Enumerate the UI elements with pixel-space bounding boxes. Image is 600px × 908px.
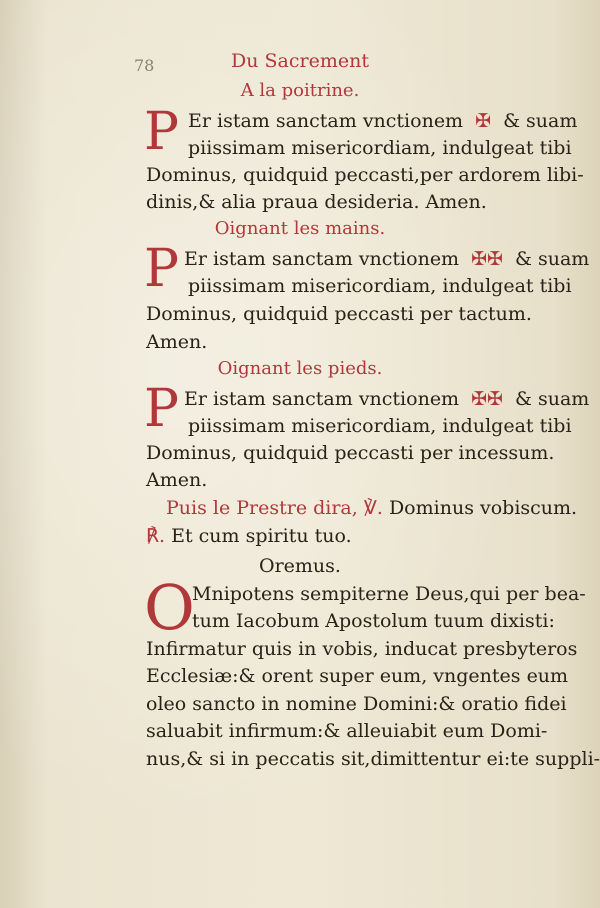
text-fragment: Er istam sanctam vnctionem	[184, 388, 460, 410]
text-fragment: & suam	[515, 388, 590, 410]
text-line: oleo sancto in nomine Domini:& oratio fidei	[146, 693, 567, 715]
oremus-heading: Oremus.	[259, 555, 341, 577]
text-line: dinis,& alia praua desideria. Amen.	[146, 191, 487, 213]
response-text: Et cum spiritu tuo.	[171, 525, 352, 547]
response-icon: ℟.	[146, 525, 166, 547]
text-fragment: Er istam sanctam vnctionem	[188, 110, 464, 132]
text-line	[188, 110, 577, 132]
section-title-hands: Oignant les mains.	[214, 218, 386, 239]
text-line: piissimam misericordiam, indulgeat tibi	[188, 137, 572, 159]
text-line: Dominus, quidquid peccasti per incessum.	[146, 442, 555, 464]
text-line	[184, 248, 589, 270]
text-fragment: Er istam sanctam vnctionem	[184, 248, 460, 270]
text-line: Amen.	[146, 331, 208, 353]
text-line	[184, 388, 589, 410]
cross-icon: ✠	[475, 110, 492, 132]
text-line: nus,& si in peccatis sit,dimittentur ei:te suppli-	[146, 748, 600, 770]
text-line: Amen.	[146, 469, 208, 491]
text-fragment: & suam	[503, 110, 578, 132]
text-line: piissimam misericordiam, indulgeat tibi	[188, 415, 572, 437]
text-line: saluabit infirmum:& alleuiabit eum Domi-	[146, 720, 548, 742]
drop-cap-p-1: P	[144, 102, 179, 162]
text-line: Dominus, quidquid peccasti per tactum.	[146, 303, 532, 325]
section-title-breast: A la poitrine.	[240, 80, 360, 101]
page-number: 78	[134, 56, 155, 75]
rubric-text: Puis le Prestre dira,	[166, 497, 358, 519]
versicle-text: Dominus vobiscum.	[388, 497, 578, 519]
text-line: Infirmatur quis in vobis, inducat presbyteros	[146, 638, 578, 660]
cross-icon: ✠✠	[471, 388, 503, 410]
text-line: Dominus, quidquid peccasti,per ardorem libi-	[146, 164, 584, 186]
section-title-feet: Oignant les pieds.	[217, 358, 383, 379]
versicle-icon: ℣.	[363, 497, 383, 519]
drop-cap-p-3: P	[144, 379, 179, 439]
drop-cap-o: O	[144, 571, 195, 644]
text-line: Mnipotens sempiterne Deus,qui per bea-	[192, 583, 586, 605]
text-line: tum Iacobum Apostolum tuum dixisti:	[192, 610, 555, 632]
response-line	[146, 525, 352, 547]
page-heading: Du Sacrement	[231, 50, 369, 72]
text-line: Ecclesiæ:& orent super eum, vngentes eum	[146, 665, 569, 687]
versicle-line	[166, 497, 577, 519]
text-line: piissimam misericordiam, indulgeat tibi	[188, 275, 572, 297]
text-fragment: & suam	[515, 248, 590, 270]
cross-icon: ✠✠	[471, 248, 503, 270]
drop-cap-p-2: P	[144, 239, 179, 299]
